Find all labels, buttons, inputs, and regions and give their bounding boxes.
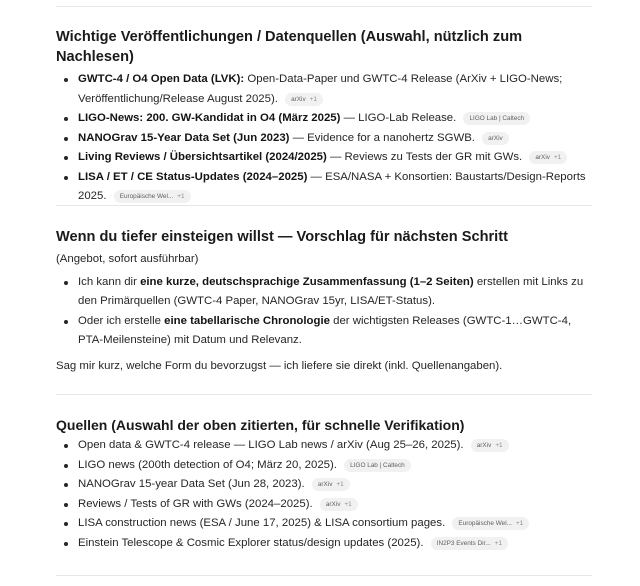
section-next-step: [56, 227, 596, 376]
list-item: [56, 109, 596, 129]
chip-label: LIGO Lab | Caltech: [350, 461, 405, 469]
chip-label: arXiv: [291, 95, 306, 103]
divider: [56, 6, 592, 7]
item-text: Ich kann dir: [78, 275, 141, 288]
item-text: erstellen mit Links zu den Primärquellen (GWTC-4 Paper, NANOGrav 15yr, LISA/ET-Status).: [78, 275, 584, 307]
chip-count: +1: [177, 193, 185, 200]
list-item: [56, 534, 596, 554]
item-bold: eine kurze, deutschsprachige Zusammenfassung (1–2 Seiten): [140, 275, 474, 288]
publications-list: [56, 70, 596, 207]
item-text: LIGO news (200th detection of O4; März 20, 2025).: [78, 458, 337, 471]
source-chip[interactable]: [471, 439, 509, 452]
chip-label: LIGO Lab | Caltech: [469, 115, 525, 122]
source-chip[interactable]: [312, 478, 350, 491]
item-bold: eine tabellarische Chronologie: [164, 314, 330, 327]
chip-count: +1: [309, 95, 317, 103]
item-bold: GWTC-4 / O4 Open Data (LVK):: [78, 73, 245, 85]
chip-count: +1: [344, 500, 352, 508]
list-item: [56, 475, 596, 495]
item-text: — Reviews zu Tests der GR mit GWs.: [326, 151, 523, 163]
source-chip[interactable]: [320, 498, 358, 511]
list-item: [56, 312, 596, 351]
item-bold: Living Reviews / Übersichtsartikel (2024/2025): [78, 151, 327, 163]
item-text: Oder ich erstelle: [78, 314, 165, 327]
source-chip[interactable]: [452, 517, 529, 530]
list-item: [56, 148, 596, 168]
item-bold: LIGO-News: 200. GW-Kandidat in O4 (März 2025): [78, 112, 341, 124]
item-text: Open-Data-Paper und GWTC-4 Release (ArXiv + LIGO-News; Veröffentlichung/Release August 2025).: [78, 73, 563, 105]
list-item: [56, 436, 596, 456]
chip-label: arXiv: [317, 481, 333, 488]
item-text: Einstein Telescope & Cosmic Explorer status/design updates (2025).: [78, 536, 424, 549]
chip-count: +1: [515, 520, 524, 527]
item-bold: NANOGrav 15-Year Data Set (Jun 2023): [78, 131, 290, 144]
chip-count: +1: [553, 154, 562, 161]
outro-text: Sag mir kurz, welche Form du bevorzugst — ich liefere sie direkt (inkl. Quellenangaben).: [56, 359, 503, 372]
section-publications: [56, 27, 596, 207]
chip-label: arXiv: [488, 134, 503, 142]
chip-label: arXiv: [325, 500, 341, 508]
list-item: [56, 514, 596, 534]
source-chip[interactable]: [114, 190, 191, 203]
source-chip[interactable]: [529, 151, 567, 164]
chip-count: +1: [336, 481, 344, 488]
divider: [56, 394, 592, 395]
chip-count: +1: [495, 442, 503, 449]
sources-list: [56, 436, 596, 553]
chip-label: IN2P3 Events Dir...: [436, 539, 491, 547]
source-chip[interactable]: [431, 537, 508, 550]
section-title: Wichtige Veröffentlichungen / Datenquellen (Auswahl, nützlich zum Nachlesen): [56, 29, 523, 65]
item-text: — LIGO-Lab Release.: [340, 112, 457, 124]
item-text: Open data & GWTC-4 release — LIGO Lab news / arXiv (Aug 25–26, 2025).: [78, 439, 464, 451]
item-text: der wichtigsten Releases (GWTC-1…GWTC-4, PTA-Meilensteine) mit Datum und Relevanz.: [78, 314, 572, 346]
item-text: — ESA/NASA + Konsortien: Baustarts/Design-Reports 2025.: [78, 170, 586, 202]
chip-label: arXiv: [476, 442, 492, 449]
list-item: [56, 495, 596, 515]
chip-count: +1: [494, 539, 502, 547]
list-item: [56, 70, 596, 109]
list-item: [56, 456, 596, 476]
offer-list: [56, 273, 596, 351]
list-item: [56, 273, 596, 312]
divider: [56, 205, 592, 206]
item-text: NANOGrav 15-year Data Set (Jun 28, 2023).: [78, 478, 305, 490]
list-item: [56, 168, 596, 207]
item-text: — Evidence for a nanohertz SGWB.: [289, 131, 475, 144]
source-chip[interactable]: [482, 132, 509, 145]
chip-label: Europäische Wel...: [119, 193, 174, 200]
section-title: Wenn du tiefer einsteigen willst — Vorschlag für nächsten Schritt: [56, 229, 508, 245]
list-item: [56, 129, 596, 149]
section-sources: [56, 415, 596, 553]
source-chip[interactable]: [344, 459, 411, 472]
source-chip[interactable]: [285, 93, 323, 106]
chip-label: arXiv: [535, 154, 550, 161]
section-title: Quellen (Auswahl der oben zitierten, für schnelle Verifikation): [56, 417, 465, 433]
source-chip[interactable]: [463, 112, 530, 125]
intro-text: (Angebot, sofort ausführbar): [56, 253, 199, 265]
item-text: LISA construction news (ESA / June 17, 2025) & LISA consortium pages.: [78, 517, 446, 529]
item-bold: LISA / ET / CE Status-Updates (2024–2025): [78, 170, 308, 183]
divider: [56, 575, 592, 576]
chip-label: Europäische Wel...: [458, 520, 512, 527]
item-text: Reviews / Tests of GR with GWs (2024–2025).: [78, 497, 313, 510]
